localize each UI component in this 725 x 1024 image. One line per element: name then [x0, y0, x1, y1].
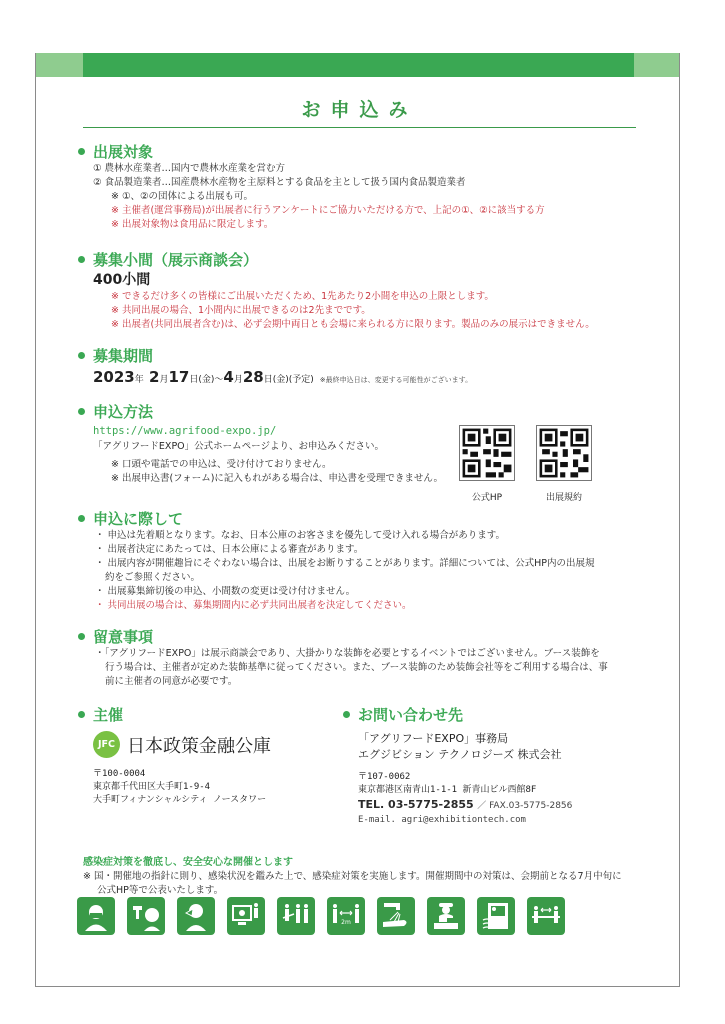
ventilation-icon [477, 897, 515, 935]
bullet-dot-icon [78, 408, 85, 415]
start-month: 2 [149, 368, 160, 386]
flyer-page [35, 53, 680, 987]
list-item: ・ 出展内容が開催趣旨にそぐわない場合は、出展をお断りすることがあります。詳細については、公式HP内の出展規約をご参照ください。 [95, 558, 595, 583]
organizer-name: 日本政策金融公庫 [127, 735, 271, 757]
contact-company: エグジビション テクノロジーズ 株式会社 [358, 748, 562, 761]
note: ※ ①、②の団体による出展も可。 [111, 191, 254, 202]
section-organizer [78, 704, 271, 807]
section-method [78, 401, 443, 486]
bullet-dot-icon [78, 352, 85, 359]
title-divider [83, 127, 636, 128]
section-period [78, 345, 472, 391]
note-red: ※ 主催者(運営事務局)が出展者に行うアンケートにご協力いただける方で、上記の①、②に該当する方 [111, 205, 545, 216]
section-heading [78, 141, 545, 162]
section-heading [78, 345, 472, 366]
qr-label-terms: 出展規約 [545, 493, 582, 503]
note-red: ※ 出展対象物は食用品に限定します。 [111, 219, 274, 230]
section-heading [78, 508, 598, 529]
disinfection-icon [427, 897, 465, 935]
heading-text: 募集小間（展示商談会） [93, 251, 259, 269]
cough-etiquette-icon [177, 897, 215, 935]
heading-text: 申込に際して [93, 510, 184, 528]
header-band [36, 53, 679, 77]
contact-office: 「アグリフードEXPO」事務局 [358, 732, 509, 745]
infection-icons [77, 897, 565, 935]
contact-fax: ／ FAX.03-5775-2856 [477, 801, 573, 811]
partition-icon [527, 897, 565, 935]
organizer-postal: 〒100-0004 [93, 769, 146, 779]
section-exhibitors [78, 141, 545, 232]
header-band-cap-right [634, 53, 679, 77]
online-meeting-icon [227, 897, 265, 935]
list-item-red: ・ 共同出展の場合は、募集期間内に必ず共同出展者を決定してください。 [95, 600, 412, 611]
note-red: ※ できるだけ多くの皆様にご出展いただくため、1先あたり2小間を申込の上限とします。 [111, 291, 494, 302]
application-period [78, 366, 472, 391]
unit: 日 [189, 375, 199, 385]
heading-text: 留意事項 [93, 628, 154, 646]
note: ※ 出展申込書(フォーム)に記入もれがある場合は、申込書を受理できません。 [111, 473, 443, 484]
infection-control [83, 853, 636, 898]
bullet-dot-icon [78, 633, 85, 640]
heading-text: 募集期間 [93, 347, 154, 365]
note: ※ 口頭や電話での申込は、受け付けておりません。 [111, 459, 332, 470]
qr-code-official-hp[interactable] [459, 425, 515, 481]
list-item: ① 農林水産業者…国内で農林水産業を営む方 [93, 163, 286, 174]
list-item: ・ 申込は先着順となります。なお、日本公庫のお客さまを優先して受け入れる場合があります。 [95, 530, 506, 541]
organizer-logo [93, 731, 271, 758]
list-item: ② 食品製造業者…国産農林水産物を主原料とする食品を主として扱う国内食品製造業者 [93, 177, 466, 188]
list-item: ・ 出展募集締切後の申込、小間数の変更は受け付けません。 [95, 586, 356, 597]
end-day: 28 [242, 368, 264, 386]
list-item: ・ 出展者決定にあたっては、日本公庫による審査があります。 [95, 544, 364, 555]
qr-code-icon [460, 426, 514, 480]
qr-code-icon [537, 426, 591, 480]
note-red: ※ 共同出展の場合、1小間内に出展できるのは2先までです。 [111, 305, 371, 316]
organizer-building: 大手町フィナンシャルシティ ノースタワー [93, 795, 267, 805]
section-heading [78, 704, 271, 725]
contact-phone-row [358, 797, 572, 814]
bullet-dot-icon [343, 711, 350, 718]
heading-text: お問い合わせ先 [358, 706, 464, 724]
contact-address: 東京都港区南青山1-1-1 新青山ビル西館8F [358, 785, 537, 795]
weekday: (金) [198, 375, 215, 385]
page-title: お申込み [301, 99, 418, 121]
section-contact [343, 704, 572, 827]
queue-control-icon [277, 897, 315, 935]
section-heading [78, 626, 608, 647]
contact-tel[interactable]: TEL. 03-5775-2855 [358, 798, 474, 811]
year: 2023 [93, 368, 135, 386]
period-note: ※最終申込日は、変更する可能性がございます。 [319, 376, 473, 384]
handwashing-icon [377, 897, 415, 935]
infection-note: 公式HP等で公表いたします。 [97, 885, 224, 896]
heading-text: 申込方法 [93, 403, 154, 421]
weekday: (金) [272, 375, 289, 385]
end-month: 4 [223, 368, 234, 386]
unit: 日 [263, 375, 273, 385]
heading-text: 主催 [93, 706, 124, 724]
section-heading [343, 704, 572, 725]
method-text: 「アグリフードEXPO」公式ホームページより、お申込みください。 [93, 441, 384, 452]
infection-note: ※ 国・開催地の指針に則り、感染状況を鑑みた上で、感染症対策を実施します。開催期間中の対策は、会期前となる7月中旬に [83, 871, 622, 882]
bullet-dot-icon [78, 148, 85, 155]
range-separator: ～ [214, 375, 224, 385]
section-booths [78, 249, 595, 332]
header-band-cap-left [36, 53, 83, 77]
booth-count: 400小間 [93, 272, 151, 288]
section-application [78, 508, 598, 613]
section-heading [78, 249, 595, 270]
qr-code-terms[interactable] [536, 425, 592, 481]
start-day: 17 [168, 368, 190, 386]
qr-label-official-hp: 公式HP [471, 493, 503, 503]
notice-text: ・「アグリフードEXPO」は展示商談会であり、大掛かりな装飾を必要とするイベントではございません。ブース装飾を行う場合は、主催者が定めた装飾基準に従ってください。また、ブース装飾のため装飾会社等をご利用する場合は、事前に主催者の同意が必要です。 [95, 648, 608, 687]
thermometer-icon [127, 897, 165, 935]
section-heading [78, 401, 443, 422]
contact-postal: 〒107-0062 [358, 772, 411, 782]
bullet-dot-icon [78, 711, 85, 718]
mask-icon [77, 897, 115, 935]
website-link[interactable]: https://www.agrifood-expo.jp/ [93, 425, 277, 437]
bullet-dot-icon [78, 515, 85, 522]
organizer-address: 東京都千代田区大手町1-9-4 [93, 782, 211, 792]
infection-heading: 感染症対策を徹底し、安全安心な開催とします [83, 857, 293, 868]
unit: 年 [134, 375, 144, 385]
svg-text:2m: 2m [341, 919, 351, 926]
social-distance-icon [327, 897, 365, 935]
tentative-label: (予定) [288, 375, 314, 385]
note-red: ※ 出展者(共同出展者含む)は、必ず会期中両日とも会場に来られる方に限ります。製品のみの展示はできません。 [111, 319, 595, 330]
jfc-logo-icon: JFC [93, 731, 120, 758]
unit: 月 [159, 375, 169, 385]
contact-email[interactable]: E-mail. agri@exhibitiontech.com [358, 815, 526, 825]
bullet-dot-icon [78, 256, 85, 263]
heading-text: 出展対象 [93, 143, 154, 161]
unit: 月 [233, 375, 243, 385]
section-notices [78, 626, 608, 689]
